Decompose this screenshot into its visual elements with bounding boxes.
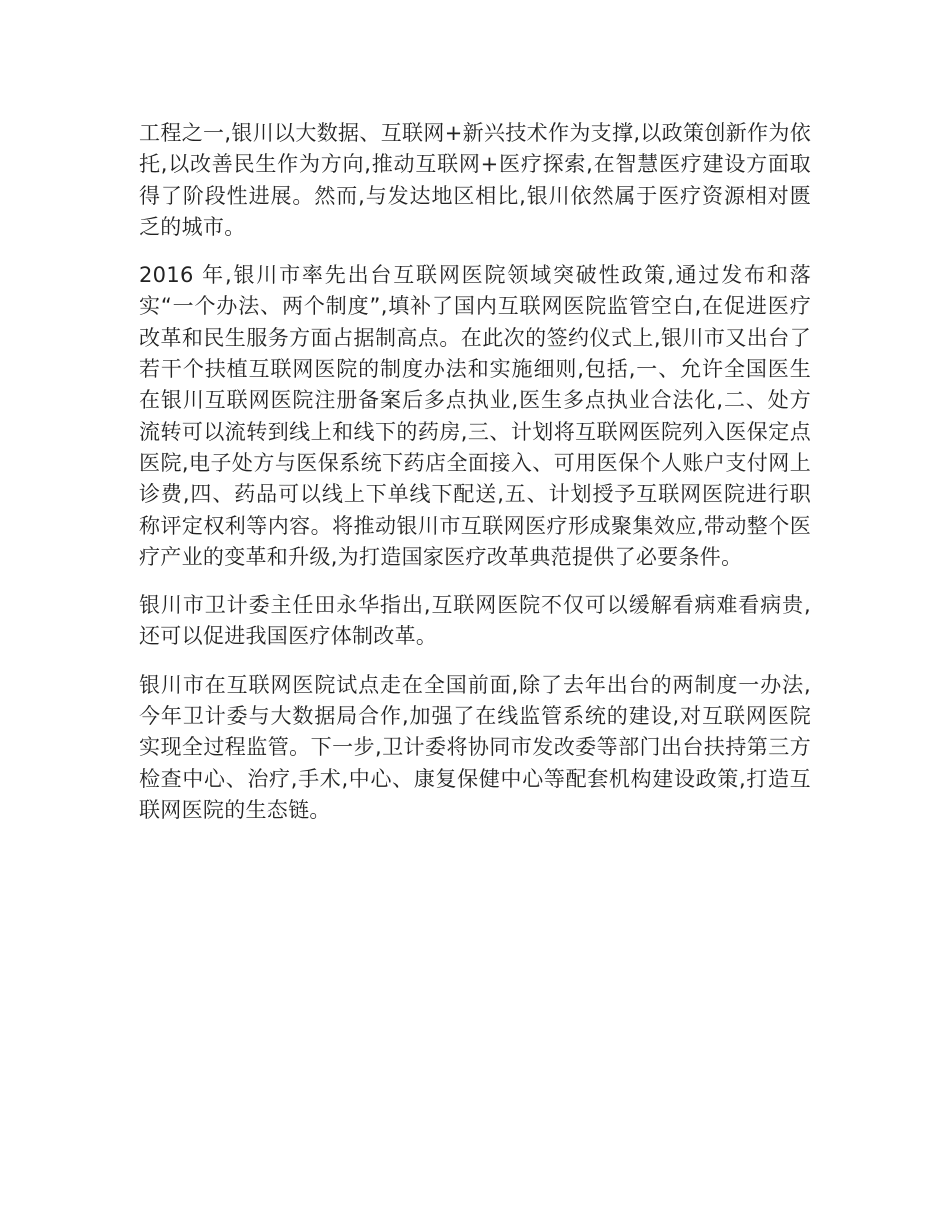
- article-body: [139, 118, 811, 843]
- paragraph-3: 银川市卫计委主任田永华指出,互联网医院不仅可以缓解看病难看病贵,还可以促进我国医疗体制改革。: [139, 593, 811, 649]
- paragraph-2: 2016 年,银川市率先出台互联网医院领域突破性政策,通过发布和落实“一个办法、两个制度”,填补了国内互联网医院监管空白,在促进医疗改革和民生服务方面占据制高点。在此次的签约仪式上,银川市又出台了若干个扶植互联网医院的制度办法和实施细则,包括,一、允许全国医生在银川互联网医院注册备案后多点执业,医生多点执业合法化,二、处方流转可以流转到线上和线下的药房,三、计划将互联网医院列入医保定点医院,电子处方与医保系统下药店全面接入、可用医保个人账户支付网上诊费,四、药品可以线上下单线下配送,五、计划授予互联网医院进行职称评定权利等内容。将推动银川市互联网医疗形成聚集效应,带动整个医疗产业的变革和升级,为打造国家医疗改革典范提供了必要条件。: [139, 263, 811, 569]
- paragraph-1: 工程之一,银川以大数据、互联网+新兴技术作为支撑,以政策创新作为依托,以改善民生作为方向,推动互联网+医疗探索,在智慧医疗建设方面取得了阶段性进展。然而,与发达地区相比,银川依然属于医疗资源相对匮乏的城市。: [139, 121, 811, 239]
- paragraph-4: 银川市在互联网医院试点走在全国前面,除了去年出台的两制度一办法,今年卫计委与大数据局合作,加强了在线监管系统的建设,对互联网医院实现全过程监管。下一步,卫计委将协同市发改委等部门出台扶持第三方检查中心、治疗,手术,中心、康复保健中心等配套机构建设政策,打造互联网医院的生态链。: [139, 672, 811, 822]
